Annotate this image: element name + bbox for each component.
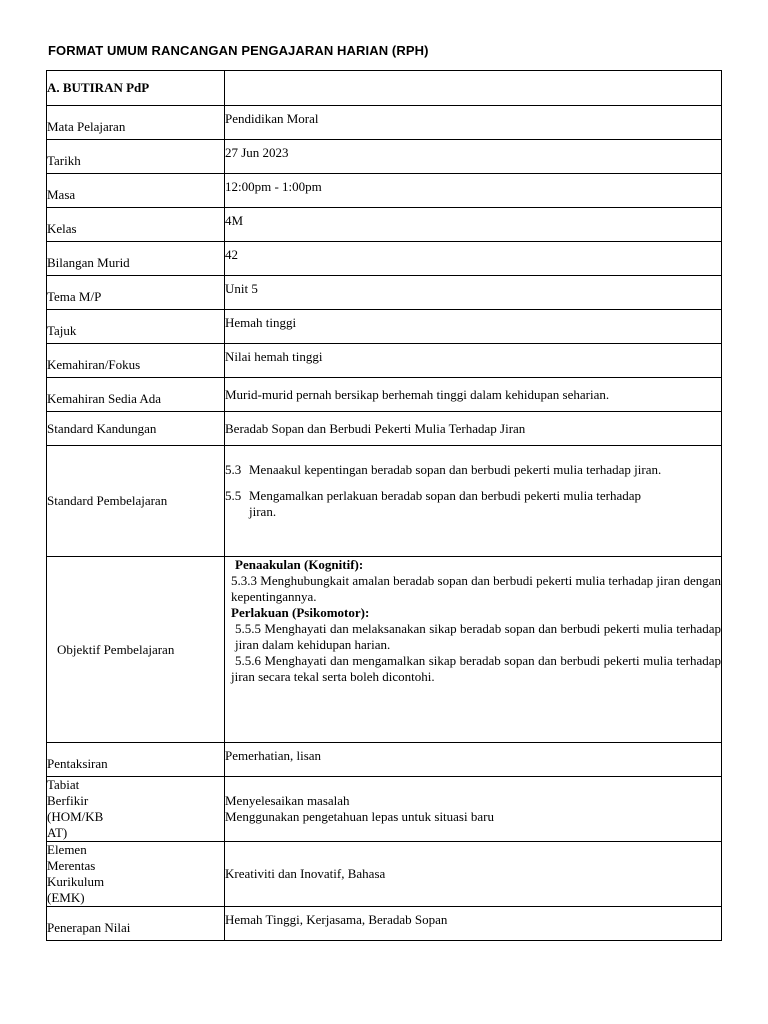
learning-standard-item <box>225 488 721 520</box>
row-value-pentaksiran: Pemerhatian, lisan <box>225 747 322 763</box>
row-label-bilangan-murid: Bilangan Murid <box>47 255 130 270</box>
table-row <box>47 378 722 412</box>
section-header-empty-cell <box>225 71 722 106</box>
table-row <box>47 242 722 276</box>
objective-heading-psychomotor: Perlakuan (Psikomotor): <box>231 605 370 620</box>
row-label-kelas: Kelas <box>47 221 77 236</box>
learning-standard-number: 5.5 <box>225 488 242 503</box>
table-row <box>47 557 722 743</box>
row-value-emk: Kreativiti dan Inovatif, Bahasa <box>225 866 386 881</box>
row-value-penerapan-nilai: Hemah Tinggi, Kerjasama, Beradab Sopan <box>225 911 448 927</box>
row-label-mata-pelajaran: Mata Pelajaran <box>47 119 126 134</box>
row-value-bilangan-murid: 42 <box>225 246 238 262</box>
row-label-standard-kandungan: Standard Kandungan <box>47 420 157 436</box>
table-row <box>47 777 722 842</box>
table-row <box>47 106 722 140</box>
rph-table <box>46 70 722 941</box>
row-value-tema: Unit 5 <box>225 280 258 296</box>
table-row <box>47 276 722 310</box>
table-row <box>47 174 722 208</box>
row-value-kemahiran-fokus: Nilai hemah tinggi <box>225 348 323 364</box>
objective-paragraph: 5.5.5 Menghayati dan melaksanakan sikap beradab sopan dan berbudi pekerti mulia terhadap jiran dalam kehidupan harian. <box>235 621 721 652</box>
table-row <box>47 208 722 242</box>
row-value-masa: 12:00pm - 1:00pm <box>225 178 322 194</box>
row-label-kemahiran-sedia-ada: Kemahiran Sedia Ada <box>47 391 162 406</box>
row-value-tabiat-berfikir: Menyelesaikan masalah Menggunakan pengetahuan lepas untuk situasi baru <box>225 777 722 842</box>
table-row <box>47 412 722 446</box>
row-label-masa: Masa <box>47 187 76 202</box>
table-row <box>47 907 722 941</box>
learning-standard-number: 5.3 <box>225 462 242 477</box>
row-label-tarikh: Tarikh <box>47 153 81 168</box>
row-value-tarikh: 27 Jun 2023 <box>225 144 289 160</box>
row-label-tabiat-berfikir: Tabiat Berfikir (HOM/KB AT) <box>47 777 225 842</box>
table-row <box>47 344 722 378</box>
table-row <box>47 140 722 174</box>
row-label-tema: Tema M/P <box>47 289 102 304</box>
objective-heading-cognitive: Penaakulan (Kognitif): <box>235 557 364 572</box>
row-value-kelas: 4M <box>225 212 244 228</box>
learning-objectives <box>225 557 722 743</box>
row-label-emk: Elemen Merentas Kurikulum (EMK) <box>47 842 225 907</box>
row-label-standard-pembelajaran: Standard Pembelajaran <box>47 493 168 508</box>
row-value-kemahiran-sedia-ada: Murid-murid pernah bersikap berhemah tinggi dalam kehidupan seharian. <box>225 386 610 402</box>
row-value-mata-pelajaran: Pendidikan Moral <box>225 110 319 126</box>
table-row <box>47 310 722 344</box>
objective-paragraph: 5.3.3 Menghubungkait amalan beradab sopan dan berbudi pekerti mulia terhadap jiran dengan kepentingannya. <box>231 573 721 604</box>
row-label-pentaksiran: Pentaksiran <box>47 756 108 771</box>
table-row <box>47 743 722 777</box>
table-row-header <box>47 71 722 106</box>
row-label-kemahiran-fokus: Kemahiran/Fokus <box>47 357 141 372</box>
learning-standard-text: Mengamalkan perlakuan beradab sopan dan berbudi pekerti mulia terhadap jiran. <box>249 488 642 519</box>
row-value-standard-kandungan: Beradab Sopan dan Berbudi Pekerti Mulia Terhadap Jiran <box>225 420 526 436</box>
learning-standard-text: Menaakul kepentingan beradab sopan dan berbudi pekerti mulia terhadap jiran. <box>249 462 662 477</box>
table-row <box>47 842 722 907</box>
row-label-penerapan-nilai: Penerapan Nilai <box>47 920 131 935</box>
row-label-objektif: Objektif Pembelajaran <box>57 641 175 657</box>
row-label-tajuk: Tajuk <box>47 323 77 338</box>
row-value-tajuk: Hemah tinggi <box>225 314 297 330</box>
section-header: A. BUTIRAN PdP <box>47 71 225 106</box>
objective-paragraph: 5.5.6 Menghayati dan mengamalkan sikap beradab sopan dan berbudi pekerti mulia terhadap jiran secara tekal serta boleh dicontohi. <box>231 653 721 684</box>
learning-standard-item <box>225 462 721 478</box>
document-title: FORMAT UMUM RANCANGAN PENGAJARAN HARIAN (RPH) <box>48 43 429 58</box>
table-row <box>47 446 722 557</box>
